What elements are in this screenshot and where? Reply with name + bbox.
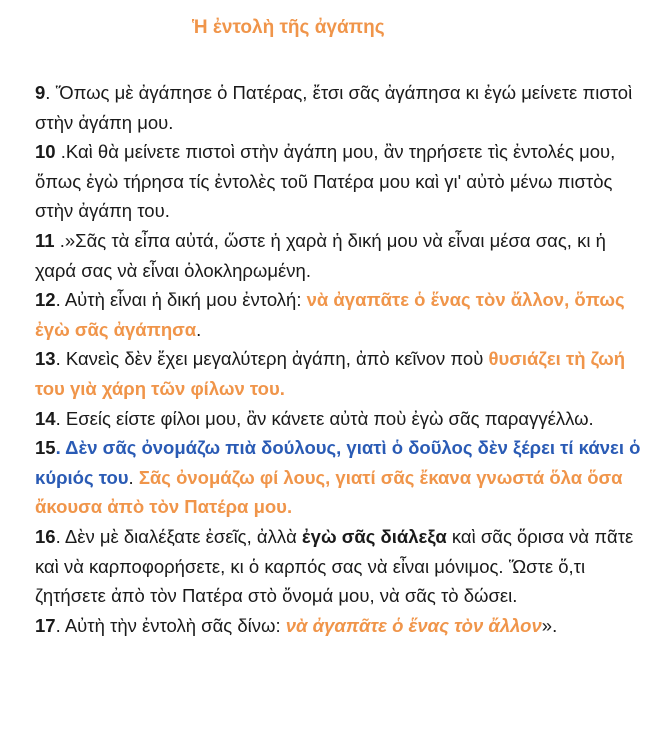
verse-9 <box>35 78 647 137</box>
verse-number: 17 <box>35 614 56 636</box>
verse-14 <box>35 404 647 434</box>
verse-12 <box>35 285 647 344</box>
verse-text: . Αὐτὴ τὴν ἐντολὴ σᾶς δίνω: <box>55 614 286 636</box>
verse-number: 15 <box>35 437 56 459</box>
verse-highlight: νὰ ἀγαπᾶτε ὁ ἕνας τὸν ἄλλον, ὅπως ἐγὼ σᾶς ἀγάπησα <box>35 289 625 340</box>
verse-13 <box>35 344 647 403</box>
verse-16 <box>35 522 647 611</box>
verse-end: . <box>196 318 202 340</box>
verse-15 <box>35 433 647 522</box>
verse-text: . Αὐτὴ εἶναι ἡ δική μου ἐντολή: <box>55 289 307 311</box>
verse-11 <box>35 226 647 285</box>
verse-end: ». <box>541 614 558 636</box>
verse-dot: . <box>128 466 139 488</box>
verse-number: 9 <box>35 82 46 103</box>
verse-10 <box>35 137 647 226</box>
verse-number: 14 <box>35 407 56 429</box>
verse-text: . Δὲν μὲ διαλέξατε ἐσεῖς, ἀλλὰ <box>55 525 302 547</box>
verse-number: 12 <box>35 289 56 311</box>
verse-text: . Ὅπως μὲ ἀγάπησε ὁ Πατέρας, ἔτσι σᾶς ἀγάπησα κι ἐγώ μείνετε πιστοὶ στὴν ἀγάπη μου. <box>35 82 633 133</box>
page-title: Ἡ ἐντολὴ τῆς ἀγάπης <box>192 17 385 38</box>
verse-rest: καὶ σᾶς ὅρισα νὰ πᾶτε καὶ νὰ καρποφορήσετε, κι ὁ καρπός σας νὰ εἶναι μόνιμος. Ὥστε ὅ,τι ζητήσετε ἀπὸ τὸν Πατέρα στὸ ὄνομά μου, νὰ σᾶς τὸ δώσει. <box>35 525 634 607</box>
verse-text: .Καὶ θὰ μείνετε πιστοὶ στὴν ἀγάπη μου, ἂν τηρήσετε τὶς ἐντολές μου, ὅπως ἐγὼ τήρησα τίς ἐντολὲς τοῦ Πατέρα μου καὶ γι' αὐτὸ μένω πιστὸς στὴν ἀγάπη του. <box>35 141 616 222</box>
verse-bold: ἐγὼ σᾶς διάλεξα <box>301 525 447 547</box>
verse-text: .»Σᾶς τὰ εἶπα αὐτά, ὥστε ἡ χαρὰ ἡ δική μου νὰ εἶναι μέσα σας, κι ἡ χαρά σας νὰ εἶναι ὁλοκληρωμένη. <box>35 229 606 281</box>
verse-text: . Εσείς είστε φίλοι μου, ἂν κάνετε αὐτὰ ποὺ ἐγὼ σᾶς παραγγέλλω. <box>55 407 594 429</box>
verse-number: 11 <box>35 229 55 251</box>
verse-number: 10 <box>35 141 56 163</box>
verse-17 <box>35 611 647 641</box>
verse-number: 16 <box>35 525 56 547</box>
verse-number: 13 <box>35 348 56 370</box>
verse-highlight: θυσιάζει τὴ ζωή του γιὰ χάρη τῶν φίλων του. <box>35 348 626 399</box>
verse-text: . Κανεὶς δὲν ἔχει μεγαλύτερη ἀγάπη, ἀπὸ κεῖνον ποὺ <box>55 348 489 370</box>
verses-body <box>35 78 647 640</box>
verse-highlight: νὰ ἀγαπᾶτε ὁ ἕνας τὸν ἄλλον <box>285 614 542 636</box>
verse-highlight: Σᾶς ὀνομάζω φί λους, γιατί σᾶς ἔκανα γνωστά ὅλα ὅσα ἄκουσα ἀπὸ τὸν Πατέρα μου. <box>35 466 623 518</box>
verse-blue-text: . Δὲν σᾶς ὀνομάζω πιὰ δούλους, γιατὶ ὁ δοῦλος δὲν ξέρει τί κάνει ὁ κύριός του <box>35 437 641 488</box>
